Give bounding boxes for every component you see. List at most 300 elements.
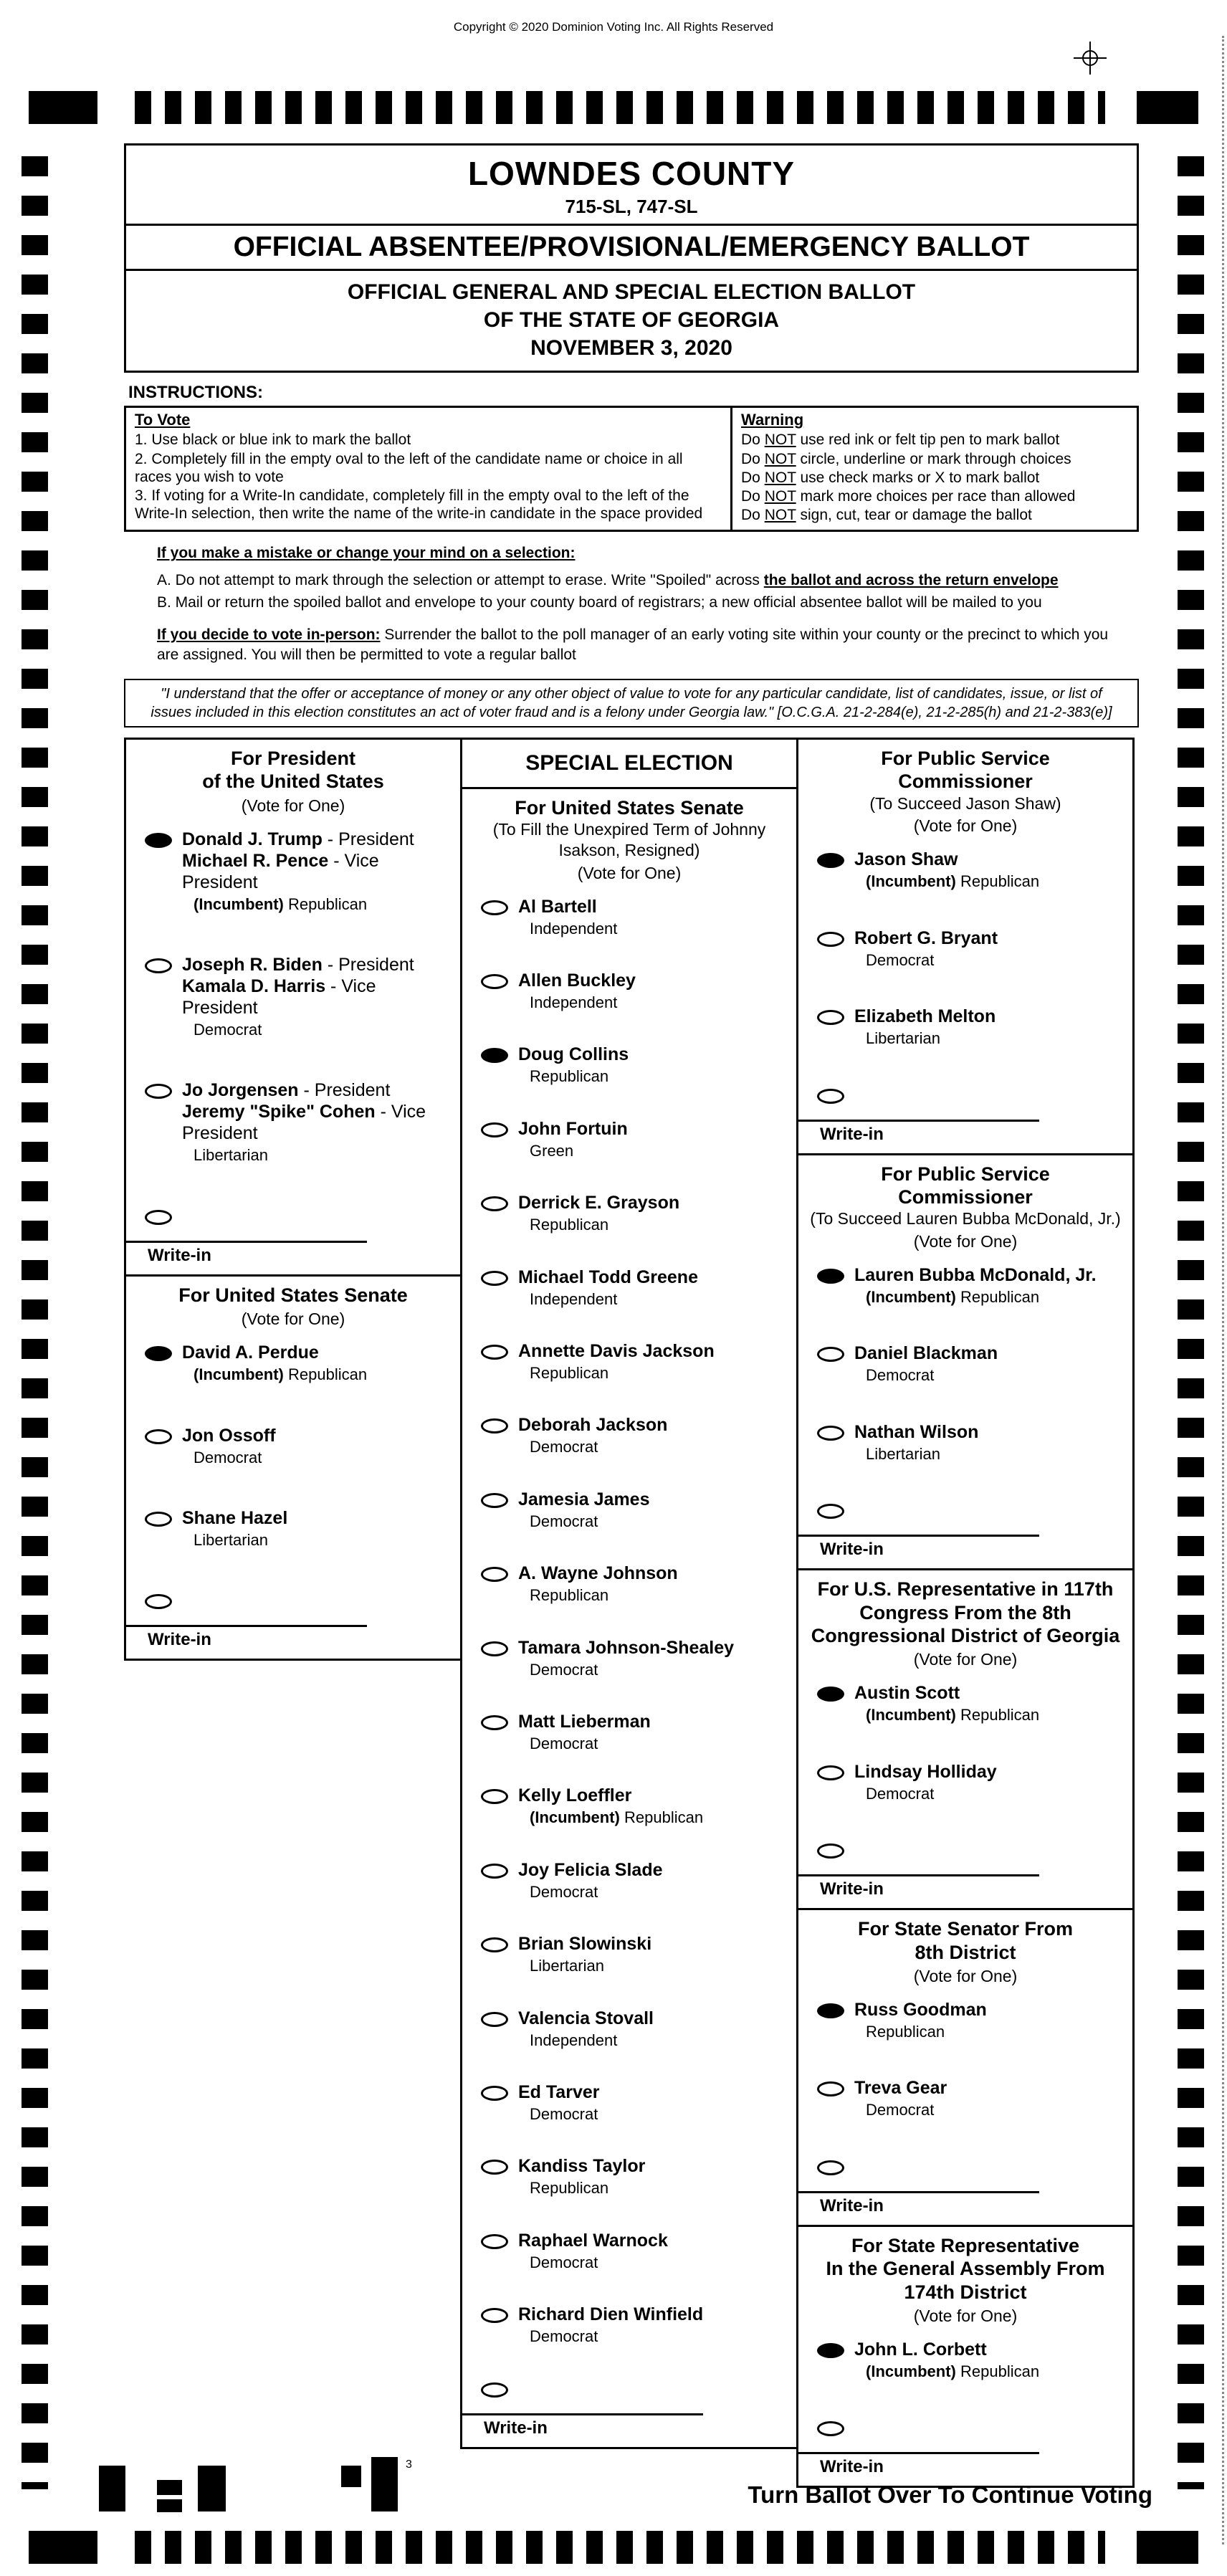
warning-cell bbox=[732, 408, 1137, 530]
race-title-line: In the General Assembly From bbox=[826, 2258, 1105, 2280]
warning-item-not: NOT bbox=[764, 487, 796, 505]
candidate-option bbox=[481, 1933, 791, 1975]
candidate-detail: Democrat bbox=[530, 1660, 598, 1679]
oval-empty-icon[interactable] bbox=[145, 1084, 172, 1099]
candidate-text bbox=[854, 1682, 1039, 1725]
candidate-detail: Democrat bbox=[530, 1882, 598, 1901]
candidate-name-line bbox=[182, 954, 454, 975]
candidate-detail: Republican bbox=[530, 1216, 609, 1234]
candidate-party-line bbox=[854, 1029, 996, 1048]
write-in-label: Write-in bbox=[820, 1879, 884, 1899]
candidate-text bbox=[182, 1425, 276, 1467]
candidate-text bbox=[518, 1266, 698, 1309]
candidate-detail: Democrat bbox=[530, 1512, 598, 1530]
candidate-detail: Republican bbox=[955, 2362, 1040, 2380]
race-title-line: For State Senator From bbox=[857, 1918, 1074, 1940]
candidate-detail: Republican bbox=[530, 1364, 609, 1383]
oval-filled-icon[interactable] bbox=[481, 1048, 508, 1063]
oval-empty-icon[interactable] bbox=[817, 2421, 844, 2436]
candidate-name-bold: Joy Felicia Slade bbox=[518, 1859, 663, 1880]
candidate-name-bold: (Incumbent) bbox=[194, 895, 284, 913]
oval-empty-icon[interactable] bbox=[481, 2160, 508, 2175]
candidate-name-line bbox=[854, 1761, 997, 1783]
candidate-detail: Libertarian bbox=[194, 1146, 268, 1165]
candidate-text bbox=[182, 1507, 287, 1550]
candidate-name-line bbox=[854, 2077, 947, 2099]
candidate-text bbox=[518, 2304, 703, 2346]
candidate-detail: Independent bbox=[530, 919, 618, 938]
candidate-party-line bbox=[518, 993, 636, 1012]
candidate-party-line bbox=[518, 2105, 599, 2124]
race-subtitle-line: Isakson, Resigned) bbox=[558, 840, 700, 859]
oval-empty-icon[interactable] bbox=[481, 1196, 508, 1211]
candidate-list bbox=[798, 1253, 1132, 1519]
candidate-name-bold: Jo Jorgensen bbox=[182, 1080, 299, 1101]
candidate-party-line bbox=[854, 2101, 947, 2119]
oval-empty-icon[interactable] bbox=[145, 1512, 172, 1527]
candidate-text bbox=[518, 2081, 599, 2124]
oval-empty-icon[interactable] bbox=[817, 1843, 844, 1859]
candidate-detail: - Vice President bbox=[182, 975, 376, 1018]
candidate-detail: Libertarian bbox=[866, 1444, 940, 1463]
candidate-text bbox=[854, 1999, 987, 2041]
candidate-detail: Republican bbox=[530, 1586, 609, 1605]
candidate-party-line bbox=[518, 1216, 679, 1234]
candidate-option bbox=[481, 1489, 791, 1531]
to-vote-item: 1. Use black or blue ink to mark the ballot bbox=[135, 431, 411, 449]
candidate-detail: Republican bbox=[955, 872, 1040, 891]
special-election-header bbox=[460, 738, 798, 789]
write-in-section bbox=[798, 2191, 1132, 2225]
candidate-option bbox=[481, 2081, 791, 2124]
candidate-detail: Democrat bbox=[530, 2253, 598, 2271]
warning-item bbox=[741, 487, 1128, 505]
write-in-label: Write-in bbox=[148, 1245, 211, 1265]
race-title-line: For Public Service bbox=[881, 747, 1050, 769]
race-title-line: For President bbox=[230, 747, 356, 769]
warning-item-pre: Do bbox=[741, 431, 765, 449]
candidate-name-line bbox=[518, 1414, 667, 1436]
candidate-party-line bbox=[518, 920, 617, 938]
oval-empty-icon[interactable] bbox=[817, 1426, 844, 1441]
candidate-detail: Democrat bbox=[866, 1784, 935, 1803]
candidate-name-bold: Daniel Blackman bbox=[854, 1343, 998, 1364]
warning-items bbox=[741, 431, 1128, 524]
candidate-text bbox=[518, 896, 617, 938]
mistake-section bbox=[124, 543, 1139, 612]
candidate-text bbox=[854, 1342, 998, 1385]
candidate-option bbox=[145, 954, 454, 1039]
candidate-text bbox=[518, 1711, 651, 1753]
oval-empty-icon[interactable] bbox=[145, 1210, 172, 1225]
candidate-text bbox=[518, 1044, 629, 1086]
timing-block bbox=[1137, 91, 1198, 124]
candidate-name-bold: Al Bartell bbox=[518, 896, 597, 917]
race-title-line: Congress From the 8th bbox=[859, 1601, 1071, 1623]
timing-block bbox=[29, 2531, 97, 2564]
candidate-name-bold: Allen Buckley bbox=[518, 970, 636, 991]
candidate-detail: Independent bbox=[530, 1289, 618, 1308]
mistake-heading: If you make a mistake or change your mind on a selection: bbox=[157, 545, 576, 562]
candidate-name-bold: Elizabeth Melton bbox=[854, 1006, 996, 1027]
candidate-option bbox=[817, 1761, 1127, 1803]
race-subtitle-line: (To Fill the Unexpired Term of Johnny bbox=[492, 820, 766, 839]
oval-empty-icon[interactable] bbox=[481, 1789, 508, 1804]
oval-empty-icon[interactable] bbox=[817, 1504, 844, 1519]
race-header bbox=[798, 2227, 1132, 2327]
race-title bbox=[132, 1284, 454, 1307]
vote-for-instruction: (Vote for One) bbox=[241, 1310, 345, 1329]
candidate-option bbox=[481, 1340, 791, 1383]
oval-empty-icon[interactable] bbox=[481, 1271, 508, 1286]
timing-bars bbox=[135, 2531, 1105, 2564]
write-in-option bbox=[817, 1839, 1127, 1859]
oval-empty-icon[interactable] bbox=[481, 1122, 508, 1137]
candidate-name-line bbox=[518, 1563, 678, 1584]
candidate-party-line bbox=[854, 1706, 1039, 1725]
in-person-section bbox=[124, 625, 1139, 664]
race-title-line: of the United States bbox=[202, 771, 384, 793]
candidate-option bbox=[481, 2230, 791, 2272]
oval-empty-icon[interactable] bbox=[481, 2086, 508, 2101]
candidate-party-line bbox=[182, 895, 454, 914]
race-header bbox=[798, 740, 1132, 838]
oval-filled-icon[interactable] bbox=[145, 1346, 172, 1361]
copyright-notice: Copyright © 2020 Dominion Voting Inc. All Rights Reserved bbox=[453, 20, 774, 34]
candidate-text bbox=[518, 2230, 668, 2272]
candidate-name-line bbox=[182, 1507, 287, 1529]
ballot-id-mark bbox=[157, 2499, 182, 2512]
race-title bbox=[804, 1917, 1127, 1964]
candidate-text bbox=[182, 1342, 367, 1384]
race-block bbox=[796, 1908, 1135, 2227]
candidate-detail: Democrat bbox=[866, 2101, 935, 2119]
candidate-name-bold: Annette Davis Jackson bbox=[518, 1341, 715, 1362]
perforation-line bbox=[1222, 36, 1224, 2544]
candidate-option bbox=[481, 896, 791, 938]
candidate-party-line bbox=[854, 1288, 1097, 1307]
oval-filled-icon[interactable] bbox=[145, 833, 172, 848]
candidate-detail: Republican bbox=[955, 1706, 1040, 1725]
candidate-detail: Democrat bbox=[194, 1448, 262, 1466]
candidate-name-bold: (Incumbent) bbox=[866, 872, 956, 891]
candidate-option bbox=[817, 849, 1127, 891]
to-vote-title: To Vote bbox=[135, 411, 191, 429]
candidate-detail: Democrat bbox=[530, 1735, 598, 1752]
candidate-option bbox=[817, 2077, 1127, 2119]
ballot-id-mark bbox=[341, 2466, 361, 2487]
candidate-option bbox=[817, 1421, 1127, 1464]
candidate-detail: Libertarian bbox=[866, 1029, 940, 1048]
oval-empty-icon[interactable] bbox=[817, 932, 844, 947]
candidate-text bbox=[518, 1933, 651, 1975]
candidate-name-bold: Lauren Bubba McDonald, Jr. bbox=[854, 1265, 1097, 1286]
write-in-option bbox=[481, 2378, 791, 2398]
candidate-option bbox=[481, 1192, 791, 1234]
candidate-detail: Republican bbox=[283, 1365, 368, 1384]
write-in-option bbox=[145, 1590, 454, 1609]
race-subtitle-line: (To Succeed Lauren Bubba McDonald, Jr.) bbox=[810, 1209, 1121, 1229]
oval-filled-icon[interactable] bbox=[817, 853, 844, 868]
race-title-line: For United States Senate bbox=[178, 1284, 408, 1306]
candidate-name-bold: Kandiss Taylor bbox=[518, 2156, 646, 2177]
timing-block bbox=[29, 91, 97, 124]
special-election-title: SPECIAL ELECTION bbox=[525, 750, 733, 775]
candidate-detail: Independent bbox=[530, 2031, 618, 2049]
candidate-option bbox=[481, 1711, 791, 1753]
instructions-box bbox=[124, 406, 1139, 532]
candidate-list bbox=[126, 1330, 460, 1609]
candidate-name-bold: A. Wayne Johnson bbox=[518, 1563, 678, 1584]
write-in-label: Write-in bbox=[820, 1540, 884, 1560]
candidate-party-line bbox=[518, 1290, 698, 1309]
candidate-option bbox=[817, 1342, 1127, 1385]
race-title-line: Commissioner bbox=[898, 1186, 1033, 1208]
candidate-detail: Republican bbox=[530, 1067, 609, 1086]
candidate-party-line bbox=[854, 2023, 987, 2041]
candidate-option bbox=[145, 1507, 454, 1550]
turn-ballot-over-note: Turn Ballot Over To Continue Voting bbox=[748, 2481, 1152, 2508]
candidate-option bbox=[481, 1118, 791, 1160]
candidate-name-bold: Jeremy "Spike" Cohen bbox=[182, 1102, 376, 1122]
felony-statement: "I understand that the offer or acceptance of money or any other object of value to vote for any particular candidate, list of candidates, issue, or list of issues included in this election constitutes an act of voter fraud and is a felony under Georgia law." [O.C.G.A. 21-2-284(e), 21-2-285(h) and 21-2-383(e)] bbox=[124, 679, 1139, 728]
candidate-name-line bbox=[518, 1859, 663, 1881]
race-title bbox=[132, 747, 454, 793]
warning-item-not: NOT bbox=[764, 431, 796, 449]
candidate-name-bold: Jason Shaw bbox=[854, 849, 958, 870]
timing-bars bbox=[135, 91, 1105, 124]
candidate-name-line bbox=[518, 1340, 715, 1362]
candidate-option bbox=[481, 1859, 791, 1902]
warning-title: Warning bbox=[741, 411, 804, 429]
candidate-name-line bbox=[518, 1044, 629, 1065]
candidate-option bbox=[481, 970, 791, 1012]
candidate-party-line bbox=[854, 872, 1039, 891]
candidate-name-line bbox=[518, 2304, 703, 2325]
candidate-name-line bbox=[518, 2230, 668, 2251]
race-title-line: Congressional District of Georgia bbox=[811, 1625, 1120, 1646]
candidate-party-line bbox=[182, 1146, 454, 1165]
candidate-text bbox=[518, 1340, 715, 1383]
candidate-name-line bbox=[518, 1118, 628, 1140]
candidate-option bbox=[817, 2339, 1127, 2381]
oval-empty-icon[interactable] bbox=[481, 1345, 508, 1360]
oval-empty-icon[interactable] bbox=[145, 1429, 172, 1444]
candidate-name-bold: Jamesia James bbox=[518, 1489, 650, 1509]
candidate-party-line bbox=[854, 2362, 1039, 2381]
oval-empty-icon[interactable] bbox=[481, 2382, 508, 2398]
candidate-name-line bbox=[518, 2081, 599, 2103]
candidate-detail: Republican bbox=[283, 895, 368, 913]
candidate-list bbox=[798, 837, 1132, 1103]
write-in-label: Write-in bbox=[148, 1630, 211, 1650]
candidate-name-bold: John L. Corbett bbox=[854, 2339, 987, 2360]
warning-item bbox=[741, 469, 1128, 487]
candidate-list bbox=[798, 1671, 1132, 1859]
oval-empty-icon[interactable] bbox=[817, 1010, 844, 1025]
candidate-name-bold: Matt Lieberman bbox=[518, 1712, 651, 1732]
candidate-text bbox=[518, 2155, 645, 2198]
oval-empty-icon[interactable] bbox=[481, 974, 508, 989]
race-block bbox=[796, 1153, 1135, 1571]
race-block bbox=[460, 787, 798, 2449]
candidate-name-bold: (Incumbent) bbox=[194, 1365, 284, 1384]
candidate-party-line bbox=[182, 1365, 367, 1384]
candidate-name-line bbox=[518, 896, 617, 917]
oval-empty-icon[interactable] bbox=[145, 958, 172, 973]
candidate-text bbox=[518, 2008, 654, 2050]
candidate-name-line bbox=[182, 850, 454, 893]
oval-empty-icon[interactable] bbox=[481, 900, 508, 915]
candidate-detail: Libertarian bbox=[194, 1530, 268, 1549]
election-date: NOVEMBER 3, 2020 bbox=[530, 336, 732, 360]
write-in-option bbox=[817, 1499, 1127, 1519]
candidate-detail: - President bbox=[322, 954, 414, 975]
oval-empty-icon[interactable] bbox=[481, 1493, 508, 1508]
candidate-party-line bbox=[182, 1531, 287, 1550]
race-title-line: For United States Senate bbox=[515, 796, 744, 819]
ballot-id-mark bbox=[157, 2480, 182, 2495]
write-in-option bbox=[145, 1206, 454, 1225]
candidate-list bbox=[126, 817, 460, 1225]
candidate-name-line bbox=[854, 1342, 998, 1364]
candidate-option bbox=[481, 1044, 791, 1086]
candidate-option bbox=[817, 1006, 1127, 1048]
oval-empty-icon[interactable] bbox=[817, 2081, 844, 2096]
candidate-name-line bbox=[518, 1637, 734, 1659]
write-in-section bbox=[798, 1535, 1132, 1568]
oval-filled-icon[interactable] bbox=[817, 1269, 844, 1284]
candidate-option bbox=[481, 1414, 791, 1456]
vote-for-instruction: (Vote for One) bbox=[913, 1650, 1018, 1669]
write-in-option bbox=[817, 1084, 1127, 1104]
candidate-name-line bbox=[518, 1266, 698, 1288]
oval-empty-icon[interactable] bbox=[481, 1641, 508, 1656]
to-vote-items bbox=[135, 431, 722, 523]
to-vote-item: 2. Completely fill in the empty oval to the left of the candidate name or choice in all races you wish to vote bbox=[135, 450, 683, 485]
race-title-line: For Public Service bbox=[881, 1163, 1050, 1185]
candidate-name-line bbox=[854, 1006, 996, 1027]
candidate-name-bold: (Incumbent) bbox=[530, 1808, 620, 1827]
candidate-text bbox=[518, 1563, 678, 1605]
candidate-name-line bbox=[518, 1785, 703, 1806]
oval-empty-icon[interactable] bbox=[481, 2234, 508, 2249]
candidate-detail: Republican bbox=[530, 2179, 609, 2198]
candidate-text bbox=[518, 1489, 649, 1531]
candidate-party-line bbox=[518, 2179, 645, 2198]
candidate-list bbox=[462, 884, 796, 2398]
oval-empty-icon[interactable] bbox=[817, 1347, 844, 1362]
candidate-name-bold: Shane Hazel bbox=[182, 1507, 288, 1528]
candidate-name-bold: Austin Scott bbox=[854, 1683, 960, 1704]
warning-item bbox=[741, 506, 1128, 524]
warning-item-pre: Do bbox=[741, 487, 765, 505]
oval-empty-icon[interactable] bbox=[145, 1594, 172, 1609]
candidate-detail: - President bbox=[298, 1080, 391, 1101]
candidate-name-bold: Donald J. Trump bbox=[182, 829, 323, 849]
candidate-detail: Democrat bbox=[866, 1366, 935, 1385]
candidate-name-bold: Kelly Loeffler bbox=[518, 1785, 632, 1806]
precinct-code: 715-SL, 747-SL bbox=[565, 196, 698, 217]
candidate-party-line bbox=[182, 1021, 454, 1039]
candidate-party-line bbox=[518, 1586, 678, 1605]
candidate-detail: Libertarian bbox=[530, 1957, 604, 1975]
warning-item-pre: Do bbox=[741, 450, 765, 467]
candidate-option bbox=[145, 1425, 454, 1467]
candidate-name-bold: Jon Ossoff bbox=[182, 1425, 276, 1446]
candidate-option bbox=[481, 2304, 791, 2346]
candidate-name-bold: Lindsay Holliday bbox=[854, 1761, 997, 1782]
oval-empty-icon[interactable] bbox=[817, 1765, 844, 1780]
race-column-3 bbox=[796, 738, 1135, 2488]
candidate-party-line bbox=[518, 2253, 668, 2272]
timing-marks-bottom bbox=[29, 2531, 1198, 2564]
oval-empty-icon[interactable] bbox=[481, 1864, 508, 1879]
oval-filled-icon[interactable] bbox=[817, 1687, 844, 1702]
candidate-party-line bbox=[518, 1438, 667, 1456]
oval-empty-icon[interactable] bbox=[481, 2308, 508, 2323]
vote-for-instruction: (Vote for One) bbox=[241, 796, 345, 815]
oval-empty-icon[interactable] bbox=[481, 1418, 508, 1434]
oval-empty-icon[interactable] bbox=[481, 2012, 508, 2027]
timing-marks-right bbox=[1178, 156, 1204, 2489]
candidate-option bbox=[817, 1682, 1127, 1725]
oval-empty-icon[interactable] bbox=[481, 1937, 508, 1952]
candidate-option bbox=[481, 2155, 791, 2198]
oval-filled-icon[interactable] bbox=[817, 2343, 844, 2358]
candidate-list bbox=[798, 2327, 1132, 2436]
candidate-name-line bbox=[854, 1999, 987, 2021]
races-area bbox=[124, 738, 1139, 2488]
candidate-party-line bbox=[518, 1067, 629, 1086]
candidate-detail: Democrat bbox=[530, 2104, 598, 2123]
race-title-line: 174th District bbox=[904, 2281, 1027, 2303]
candidate-name-bold: John Fortuin bbox=[518, 1118, 628, 1139]
vote-for-instruction: (Vote for One) bbox=[913, 1966, 1018, 1985]
candidate-text bbox=[518, 1637, 734, 1679]
race-header bbox=[126, 740, 460, 817]
warning-item-pre: Do bbox=[741, 507, 765, 524]
oval-empty-icon[interactable] bbox=[481, 1567, 508, 1582]
oval-empty-icon[interactable] bbox=[481, 1715, 508, 1730]
candidate-name-bold: Treva Gear bbox=[854, 2078, 947, 2099]
candidate-text bbox=[854, 1006, 996, 1048]
candidate-name-bold: Tamara Johnson-Shealey bbox=[518, 1637, 735, 1658]
candidate-text bbox=[518, 1859, 663, 1902]
oval-filled-icon[interactable] bbox=[817, 2003, 844, 2018]
candidate-text bbox=[182, 1079, 454, 1165]
race-header bbox=[798, 1155, 1132, 1254]
mistake-item-a bbox=[157, 571, 1125, 590]
race-block bbox=[124, 738, 462, 1277]
candidate-name-bold: Richard Dien Winfield bbox=[518, 2304, 704, 2325]
county-name: LOWNDES COUNTY bbox=[467, 155, 796, 192]
write-in-section bbox=[462, 2413, 796, 2447]
mistake-item-b: B. Mail or return the spoiled ballot and envelope to your county board of registrars; a new official absentee ballot will be mailed to you bbox=[157, 593, 1042, 611]
oval-empty-icon[interactable] bbox=[817, 1089, 844, 1104]
candidate-option bbox=[481, 1266, 791, 1309]
candidate-name-bold: Michael Todd Greene bbox=[518, 1266, 698, 1287]
race-title bbox=[468, 796, 791, 819]
candidate-name-line bbox=[518, 1933, 651, 1955]
ballot-body bbox=[124, 143, 1139, 2488]
candidate-detail: Republican bbox=[866, 2022, 945, 2041]
candidate-text bbox=[854, 1264, 1097, 1307]
race-subtitle-line: (To Succeed Jason Shaw) bbox=[869, 793, 1061, 813]
oval-empty-icon[interactable] bbox=[817, 2160, 844, 2175]
candidate-name-bold: Valencia Stovall bbox=[518, 2008, 654, 2028]
race-title-line: For U.S. Representative in 117th bbox=[817, 1578, 1114, 1601]
